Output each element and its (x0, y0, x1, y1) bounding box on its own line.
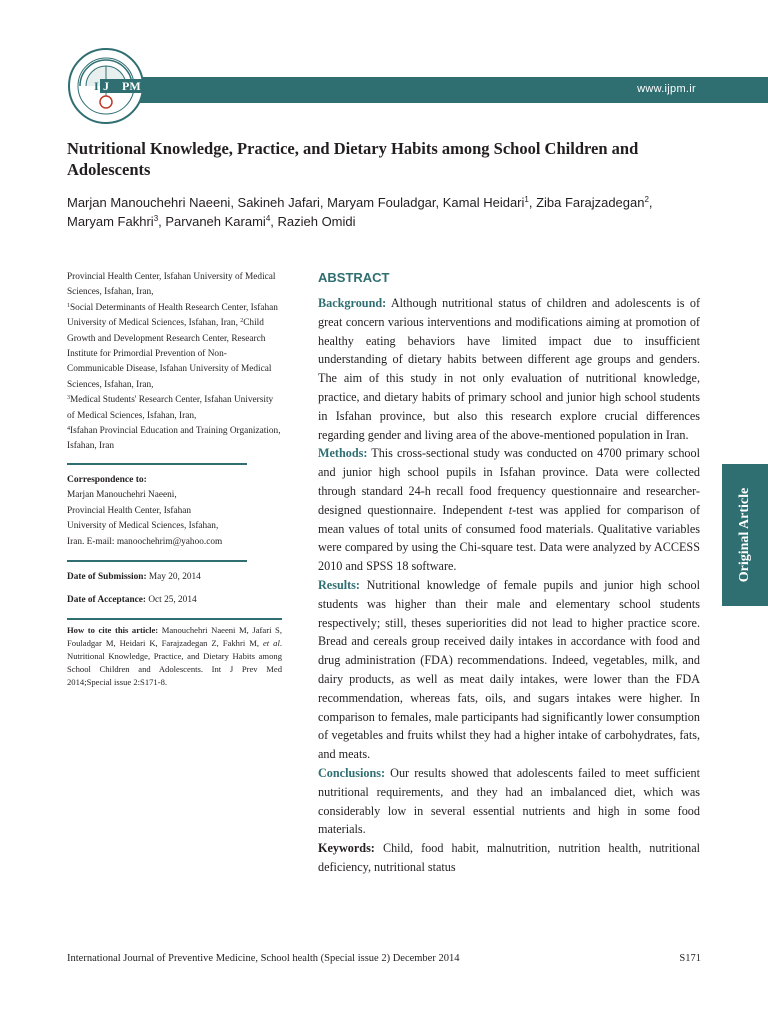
abstract-conclusions (318, 764, 700, 839)
author-group: Marjan Manouchehri Naeeni, Sakineh Jafari, Maryam Fouladgar, Kamal Heidari (67, 195, 525, 210)
correspondence-line: Provincial Health Center, Isfahan (67, 505, 192, 516)
submission-label: Date of Submission: (67, 571, 147, 582)
affiliations (67, 270, 282, 455)
acceptance-date (67, 593, 282, 608)
author-group: , Parvaneh Karami (158, 214, 266, 229)
page-footer (67, 953, 701, 964)
authors-line-1 (67, 193, 707, 212)
citation (67, 624, 282, 689)
keywords-text: Child, food habit, malnutrition, nutrition health, nutritional deficiency, nutritional status (318, 841, 700, 874)
results-label: Results: (318, 577, 360, 592)
authors-line-2 (67, 212, 707, 231)
abstract-body (318, 294, 700, 877)
citation-text: . Nutritional Knowledge, Practice, and Dietary Habits among School Children and Adolescents. Int J Prev Med 2014;Special issue 2:S171-8. (67, 637, 282, 687)
background-text: Although nutritional status of children and adolescents is of great concern various interventions and modifications aiming at promotion of healthy eating behaviors have limited impact due to insufficient understanding of dietary habits between different age groups and genders. The aim of this study in not only evaluation of nutritional knowledge, practice, and dietary habits of primary school and junior high school students in Isfahan province, but also this research explore crucial differences regarding gender and living area of the above-mentioned population in Iran. (318, 296, 701, 442)
divider (67, 560, 247, 562)
page-number: S171 (679, 953, 701, 964)
background-label: Background: (318, 296, 387, 310)
citation-text: Manouchehri Naeeni M, Jafari S, Fouladgar M, Heidari K, Farajzadegan Z, Fakhri M, (67, 624, 282, 648)
author-affiliation-mark: 3 (153, 214, 159, 223)
affiliation-mark: 2 (240, 318, 244, 325)
affiliation-mark: 1 (67, 302, 70, 309)
author-group: Maryam Fakhri (67, 214, 154, 229)
correspondence-line: Marjan Manouchehri Naeeni, (67, 490, 177, 501)
article-title: Nutritional Knowledge, Practice, and Dietary Habits among School Children and Adolescents (67, 139, 639, 179)
author-group: , Ziba Farajzadegan (528, 195, 645, 210)
abstract-heading: ABSTRACT (318, 270, 390, 285)
author-group: , Razieh Omidi (270, 214, 356, 229)
author-group: , (648, 195, 653, 210)
footer-journal: International Journal of Preventive Medicine, School health (Special issue 2) December 2014 (67, 953, 460, 964)
divider (67, 618, 282, 620)
svg-text:I: I (94, 79, 99, 93)
submission-value: May 20, 2014 (148, 571, 201, 582)
affiliation-text: Medical Students' Research Center, Isfahan University of Medical Sciences, Isfahan, Iran, (67, 395, 274, 421)
affiliation-text: Provincial Health Center, Isfahan University of Medical Sciences, Isfahan, Iran, (67, 272, 276, 298)
affiliation-mark: 3 (67, 395, 70, 402)
abstract-results (318, 576, 700, 764)
affiliation-text: Isfahan Provincial Education and Training Organization, Isfahan, Iran (67, 426, 281, 452)
affiliation-text: Social Determinants of Health Research Center, Isfahan University of Medical Sciences, Isfahan, Iran, (67, 302, 278, 329)
journal-logo (66, 46, 146, 126)
abstract-keywords (318, 839, 700, 877)
citation-etal: et al (262, 637, 280, 648)
article-type-tab (722, 464, 768, 606)
author-list (67, 193, 707, 231)
keywords-label: Keywords: (318, 841, 375, 856)
svg-text:PM: PM (122, 79, 141, 93)
methods-text: This cross-sectional study was conducted on 4700 primary school and junior high school pupils in Isfahan province. Data were collected through standard 24-h recall food frequency questionnaire and researcher-designed questionnaire. Independent (318, 446, 700, 517)
acceptance-label: Date of Acceptance: (67, 594, 146, 605)
methods-label: Methods: (318, 446, 368, 461)
author-affiliation-mark: 1 (524, 195, 529, 204)
conclusions-label: Conclusions: (318, 765, 386, 780)
abstract-background (318, 294, 700, 444)
acceptance-value: Oct 25, 2014 (148, 594, 197, 605)
correspondence-line: University of Medical Sciences, Isfahan, (67, 521, 219, 532)
article-type-label: Original Article (737, 487, 752, 583)
conclusions-text: Our results showed that adolescents failed to meet sufficient nutritional requirements, and they had an imbalanced diet, which was considerably low in several essential nutrients and high in some food materials. (318, 765, 700, 837)
svg-text:J: J (103, 79, 109, 93)
correspondence-heading: Correspondence to: (67, 474, 147, 485)
citation-label: How to cite this article: (67, 624, 159, 635)
methods-t: t (508, 502, 513, 517)
affiliation-mark: 4 (67, 426, 70, 433)
author-affiliation-mark: 4 (265, 214, 271, 223)
correspondence-line: Iran. E-mail: manoochehrim@yahoo.com (67, 536, 223, 547)
divider (67, 463, 247, 465)
affiliation-text: Child Growth and Development Research Center, Research Institute for Primordial Prevention of Non-Communicable Disease, Isfahan University of Medical Sciences, Isfahan, Iran, (67, 318, 272, 390)
left-column (67, 270, 282, 689)
abstract-methods (318, 444, 700, 576)
submission-date (67, 570, 282, 585)
results-text: Nutritional knowledge of female pupils and junior high school students was higher than their male and elementary school students respectively; still, theses superiorities did not lead to higher practice score. Bread and cereals group received daily intakes in accordance with food and drug administration (FDA) recommendations. Indeed, vegetables, milk, and dairy products, as well as meat daily intakes, were lower than the FDA recommendation, whereas fats, oils, and sugars intakes were higher. In comparison to females, male participants had significantly lower consumption of vegetables and fruits whilst they had a higher intake of carbohydrates, fats, and meats. (318, 577, 700, 762)
journal-url[interactable]: www.ijpm.ir (637, 83, 696, 95)
methods-text: -test was applied for comparison of mean values of total units of consumed food materials. Qualitative variables were compared by using the Chi-square test. Data were analyzed by ACCESS 2010 and SPSS 18 software. (318, 502, 700, 574)
author-affiliation-mark: 2 (644, 195, 649, 204)
